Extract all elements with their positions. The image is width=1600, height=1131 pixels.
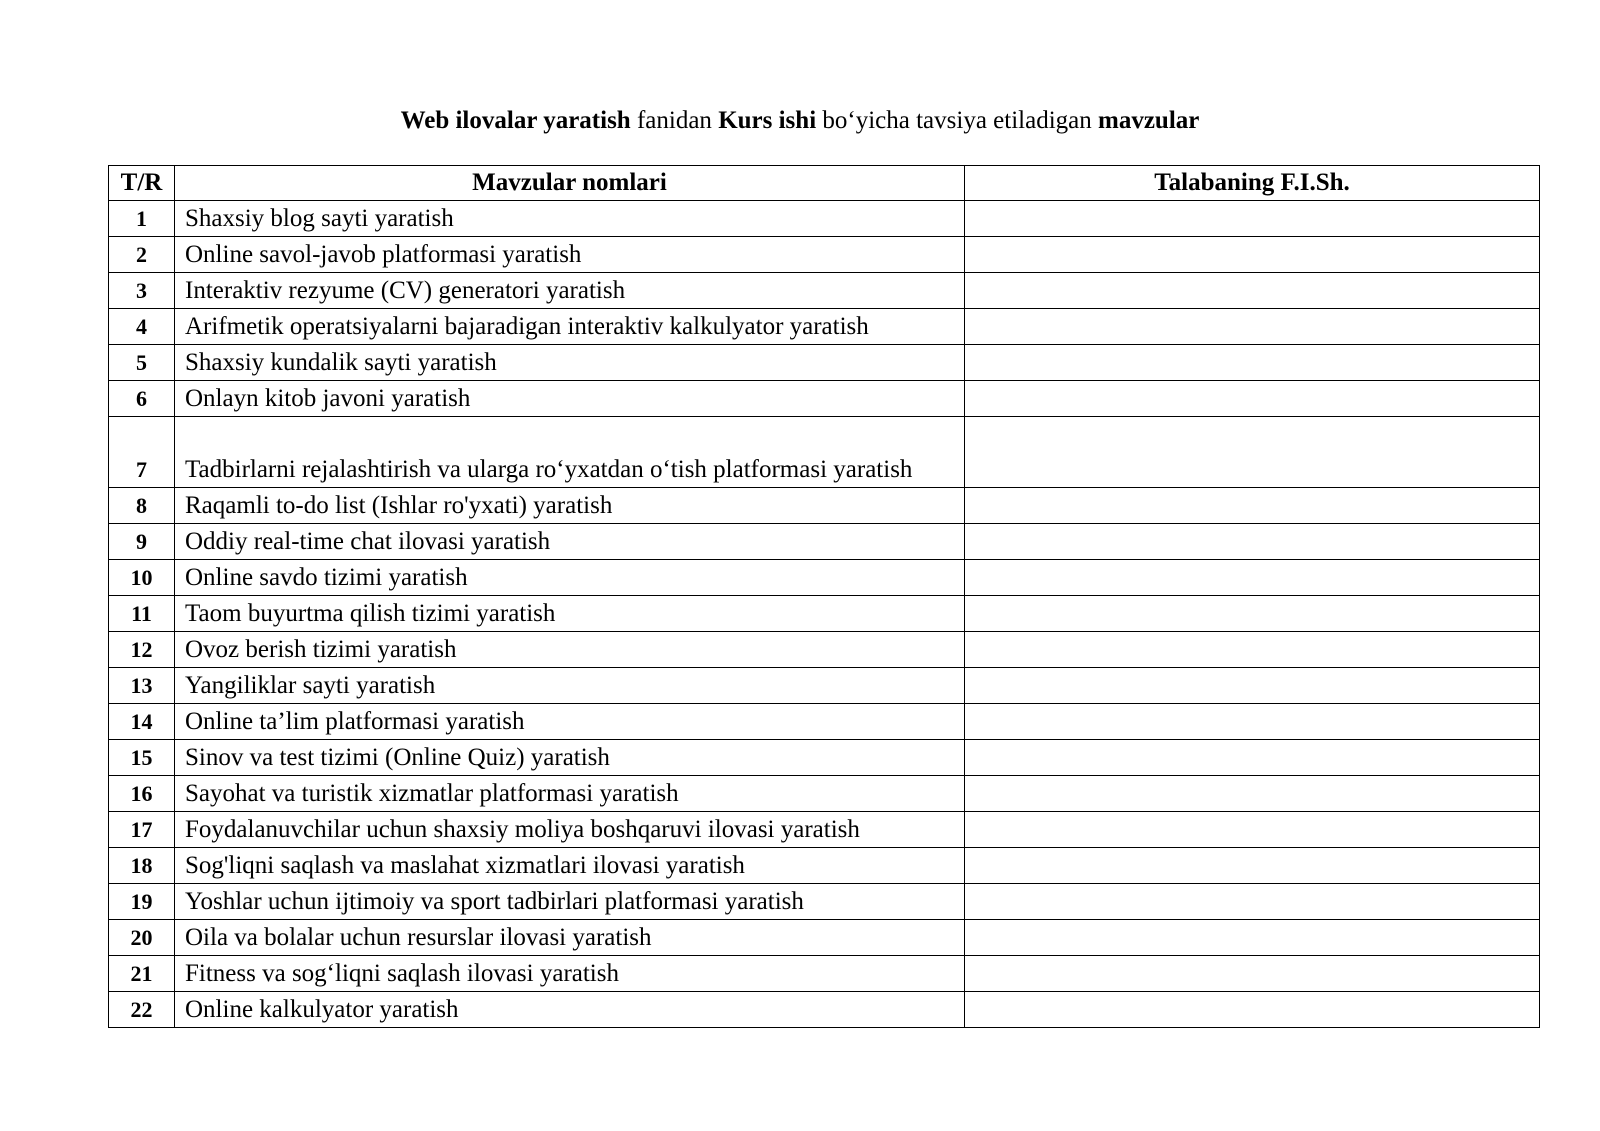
row-topic: Fitness va sog‘liqni saqlash ilovasi yaratish <box>175 956 965 992</box>
row-student-name <box>965 309 1540 345</box>
table-body <box>109 201 1540 1028</box>
row-number: 20 <box>109 920 175 956</box>
row-number: 4 <box>109 309 175 345</box>
row-student-name <box>965 776 1540 812</box>
row-topic: Online savdo tizimi yaratish <box>175 560 965 596</box>
row-topic: Sayohat va turistik xizmatlar platformasi yaratish <box>175 776 965 812</box>
table-row <box>109 524 1540 560</box>
row-student-name <box>965 704 1540 740</box>
row-topic: Sog'liqni saqlash va maslahat xizmatlari ilovasi yaratish <box>175 848 965 884</box>
row-student-name <box>965 740 1540 776</box>
table-row <box>109 417 1540 488</box>
table-row <box>109 812 1540 848</box>
table-row <box>109 560 1540 596</box>
row-number: 19 <box>109 884 175 920</box>
row-topic: Onlayn kitob javoni yaratish <box>175 381 965 417</box>
row-student-name <box>965 668 1540 704</box>
row-topic: Foydalanuvchilar uchun shaxsiy moliya boshqaruvi ilovasi yaratish <box>175 812 965 848</box>
row-number: 3 <box>109 273 175 309</box>
header-number: T/R <box>109 166 175 201</box>
row-topic: Shaxsiy kundalik sayti yaratish <box>175 345 965 381</box>
table-row <box>109 776 1540 812</box>
row-student-name <box>965 381 1540 417</box>
row-student-name <box>965 237 1540 273</box>
row-topic: Raqamli to-do list (Ishlar ro'yxati) yaratish <box>175 488 965 524</box>
header-student-name: Talabaning F.I.Sh. <box>965 166 1540 201</box>
table-row <box>109 704 1540 740</box>
row-topic: Online savol-javob platformasi yaratish <box>175 237 965 273</box>
row-number: 5 <box>109 345 175 381</box>
row-number: 14 <box>109 704 175 740</box>
header-topic-names: Mavzular nomlari <box>175 166 965 201</box>
row-number: 7 <box>109 417 175 488</box>
row-student-name <box>965 201 1540 237</box>
table-row <box>109 956 1540 992</box>
row-number: 16 <box>109 776 175 812</box>
title-text-1: fanidan <box>630 107 719 134</box>
row-topic: Online kalkulyator yaratish <box>175 992 965 1028</box>
title-work-type: Kurs ishi <box>718 107 817 134</box>
row-student-name <box>965 812 1540 848</box>
row-number: 8 <box>109 488 175 524</box>
table-row <box>109 345 1540 381</box>
row-topic: Interaktiv rezyume (CV) generatori yaratish <box>175 273 965 309</box>
table-row <box>109 309 1540 345</box>
row-number: 10 <box>109 560 175 596</box>
row-number: 2 <box>109 237 175 273</box>
table-row <box>109 992 1540 1028</box>
row-student-name <box>965 632 1540 668</box>
row-topic: Taom buyurtma qilish tizimi yaratish <box>175 596 965 632</box>
row-number: 18 <box>109 848 175 884</box>
row-topic: Shaxsiy blog sayti yaratish <box>175 201 965 237</box>
row-topic: Sinov va test tizimi (Online Quiz) yaratish <box>175 740 965 776</box>
row-topic: Tadbirlarni rejalashtirish va ularga ro‘yxatdan o‘tish platformasi yaratish <box>175 417 965 488</box>
row-student-name <box>965 884 1540 920</box>
row-number: 22 <box>109 992 175 1028</box>
table-row <box>109 381 1540 417</box>
row-number: 12 <box>109 632 175 668</box>
table-row <box>109 920 1540 956</box>
table-row <box>109 884 1540 920</box>
table-row <box>109 273 1540 309</box>
page-title <box>0 106 1600 136</box>
row-student-name <box>965 992 1540 1028</box>
row-student-name <box>965 488 1540 524</box>
topics-table <box>108 165 1540 1028</box>
row-number: 17 <box>109 812 175 848</box>
row-topic: Oila va bolalar uchun resurslar ilovasi yaratish <box>175 920 965 956</box>
row-student-name <box>965 956 1540 992</box>
row-topic: Ovoz berish tizimi yaratish <box>175 632 965 668</box>
table-row <box>109 596 1540 632</box>
row-student-name <box>965 596 1540 632</box>
row-student-name <box>965 345 1540 381</box>
table-row <box>109 668 1540 704</box>
row-number: 11 <box>109 596 175 632</box>
title-topics-word: mavzular <box>1098 107 1200 134</box>
table-row <box>109 740 1540 776</box>
title-text-2: bo‘yicha tavsiya etiladigan <box>816 107 1098 134</box>
row-student-name <box>965 848 1540 884</box>
row-topic: Oddiy real-time chat ilovasi yaratish <box>175 524 965 560</box>
row-number: 1 <box>109 201 175 237</box>
row-number: 13 <box>109 668 175 704</box>
row-number: 9 <box>109 524 175 560</box>
row-number: 21 <box>109 956 175 992</box>
row-topic: Arifmetik operatsiyalarni bajaradigan interaktiv kalkulyator yaratish <box>175 309 965 345</box>
row-topic: Yoshlar uchun ijtimoiy va sport tadbirlari platformasi yaratish <box>175 884 965 920</box>
table-row <box>109 488 1540 524</box>
row-student-name <box>965 417 1540 488</box>
table-header-row <box>109 166 1540 201</box>
row-number: 6 <box>109 381 175 417</box>
table-row <box>109 848 1540 884</box>
row-topic: Online ta’lim platformasi yaratish <box>175 704 965 740</box>
row-student-name <box>965 920 1540 956</box>
row-topic: Yangiliklar sayti yaratish <box>175 668 965 704</box>
row-student-name <box>965 560 1540 596</box>
table-row <box>109 237 1540 273</box>
row-number: 15 <box>109 740 175 776</box>
title-course-name: Web ilovalar yaratish <box>400 107 631 134</box>
table-row <box>109 201 1540 237</box>
table-row <box>109 632 1540 668</box>
row-student-name <box>965 524 1540 560</box>
row-student-name <box>965 273 1540 309</box>
